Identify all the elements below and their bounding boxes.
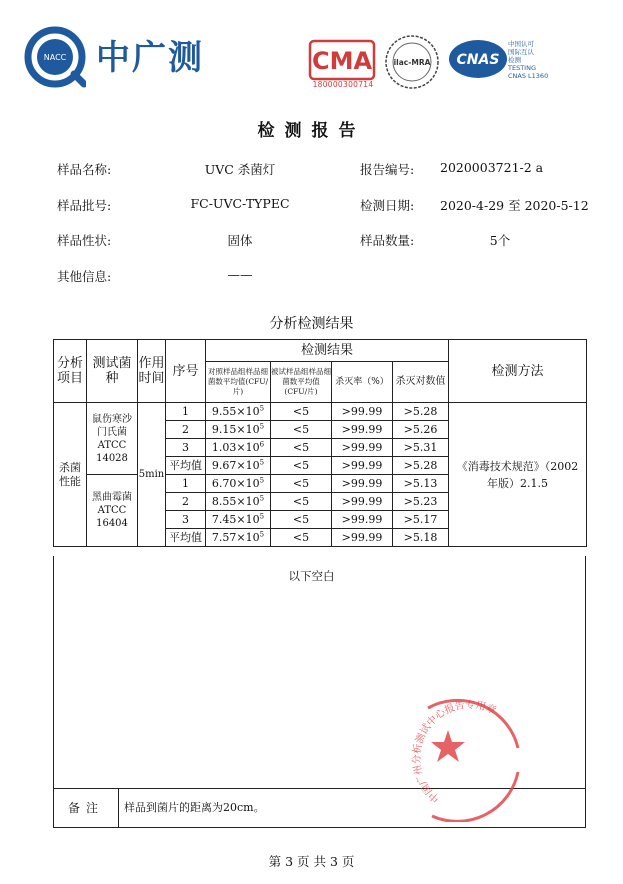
row-seq: 平均值 — [166, 529, 206, 547]
row-log: >5.18 — [393, 529, 449, 547]
report-no-label: 报告编号: — [360, 162, 415, 177]
row-seq: 2 — [166, 421, 206, 439]
strain-line: ATCC — [97, 505, 127, 516]
strain-line: ATCC — [97, 439, 127, 451]
row-control: $6.70\times 10^5$ — [206, 475, 271, 493]
strain-line: 14028 — [96, 452, 128, 464]
test-date-label: 检测日期: — [360, 198, 415, 213]
page-number: 第 3 页 共 3 页 — [268, 854, 355, 869]
section-title: 分析检测结果 — [269, 316, 354, 332]
row-tested: <5 — [271, 439, 332, 457]
quantity-value: 5个 — [489, 233, 511, 248]
row-tested: <5 — [271, 475, 332, 493]
header-kill-rate: 杀灭率（%） — [332, 362, 393, 403]
results-table — [53, 339, 587, 547]
row-rate: >99.99 — [332, 493, 393, 511]
header-seq: 序号 — [166, 340, 206, 403]
nature-label: 样品性状: — [57, 233, 112, 248]
header-control: 对照样品组样品细菌数平均值(CFU/片) — [206, 362, 271, 403]
ilac-logo-icon — [384, 34, 440, 90]
row-rate: >99.99 — [332, 511, 393, 529]
other-info-value: —— — [227, 267, 253, 282]
row-tested: <5 — [271, 511, 332, 529]
cma-label: CMA — [311, 47, 373, 75]
cnas-logo-icon — [447, 38, 509, 80]
row-seq: 1 — [166, 403, 206, 421]
row-control: $8.55\times 10^5$ — [206, 493, 271, 511]
cnas-text-line: 中国认可 — [508, 40, 534, 48]
quantity-label: 样品数量: — [360, 233, 415, 248]
header-item: 分析项目 — [54, 340, 87, 403]
strain-1 — [87, 403, 138, 475]
strain-2 — [87, 475, 138, 547]
row-tested: <5 — [271, 493, 332, 511]
cma-number: 180000300714 — [312, 80, 374, 89]
strain-line: 16404 — [96, 518, 128, 529]
table-row — [54, 403, 587, 421]
row-control: $7.57\times 10^5$ — [206, 529, 271, 547]
cnas-label: CNAS — [456, 52, 500, 68]
row-log: >5.28 — [393, 457, 449, 475]
header-strain: 测试菌种 — [87, 340, 138, 403]
ilac-label: ilac-MRA — [393, 58, 431, 67]
row-log: >5.17 — [393, 511, 449, 529]
row-control: $7.45\times 10^5$ — [206, 511, 271, 529]
header-time: 作用时间 — [138, 340, 166, 403]
nacc-logo-icon — [24, 26, 86, 88]
header-tested: 被试样品组样品细菌数平均值(CFU/片) — [271, 362, 332, 403]
row-tested: <5 — [271, 403, 332, 421]
row-control: $1.03\times 10^6$ — [206, 439, 271, 457]
cnas-text-block — [508, 40, 548, 80]
test-date-value: 2020-4-29 至 2020-5-12 — [440, 198, 589, 213]
cnas-text-line: 国际互认 — [508, 48, 534, 56]
row-rate: >99.99 — [332, 421, 393, 439]
red-seal-stamp-icon — [410, 688, 522, 822]
nature-value: 固体 — [227, 233, 253, 248]
report-no-value: 2020003721-2 a — [440, 160, 544, 175]
header-results: 检测结果 — [206, 340, 449, 362]
sample-name-label: 样品名称: — [57, 162, 112, 177]
method-value: 《消毒技术规范》（2002年版）2.1.5 — [449, 403, 587, 547]
row-rate: >99.99 — [332, 457, 393, 475]
row-tested: <5 — [271, 457, 332, 475]
report-title: 检测报告 — [257, 121, 366, 141]
row-seq: 2 — [166, 493, 206, 511]
row-rate: >99.99 — [332, 403, 393, 421]
cnas-text-line: TESTING — [508, 64, 536, 72]
row-control: $9.15\times 10^5$ — [206, 421, 271, 439]
row-seq: 1 — [166, 475, 206, 493]
strain-line: 门氏菌 — [97, 426, 127, 438]
batch-label: 样品批号: — [57, 198, 112, 213]
row-control: $9.67\times 10^5$ — [206, 457, 271, 475]
row-log: >5.31 — [393, 439, 449, 457]
row-log: >5.23 — [393, 493, 449, 511]
cnas-text-line: CNAS L1360 — [508, 72, 549, 80]
row-log: >5.26 — [393, 421, 449, 439]
row-tested: <5 — [271, 529, 332, 547]
company-logo-text: 中广测 — [96, 38, 204, 78]
item-value: 杀菌性能 — [54, 403, 87, 547]
sample-name-value: UVC 杀菌灯 — [204, 162, 276, 177]
row-log: >5.28 — [393, 403, 449, 421]
time-value: 5min — [138, 403, 166, 547]
cnas-text-line: 检测 — [508, 56, 521, 64]
row-log: >5.13 — [393, 475, 449, 493]
remark-label: 备注 — [54, 789, 119, 828]
row-rate: >99.99 — [332, 475, 393, 493]
nacc-label: NACC — [43, 53, 67, 62]
remark-text: 样品到菌片的距离为20cm。 — [124, 801, 265, 814]
other-info-label: 其他信息: — [57, 269, 112, 284]
header-method: 检测方法 — [449, 340, 587, 403]
cma-logo-icon — [307, 38, 377, 82]
strain-line: 黑曲霉菌 — [92, 492, 132, 503]
row-seq: 平均值 — [166, 457, 206, 475]
row-seq: 3 — [166, 511, 206, 529]
row-rate: >99.99 — [332, 439, 393, 457]
row-control: $9.55\times 10^5$ — [206, 403, 271, 421]
header-log: 杀灭对数值 — [393, 362, 449, 403]
row-rate: >99.99 — [332, 529, 393, 547]
row-tested: <5 — [271, 421, 332, 439]
blank-note: 以下空白 — [288, 569, 335, 583]
strain-line: 鼠伤寒沙 — [92, 413, 132, 425]
row-seq: 3 — [166, 439, 206, 457]
stamp-text: 中国广州分析测试中心报告专用章 — [411, 699, 498, 805]
batch-value: FC-UVC-TYPEC — [190, 196, 290, 211]
